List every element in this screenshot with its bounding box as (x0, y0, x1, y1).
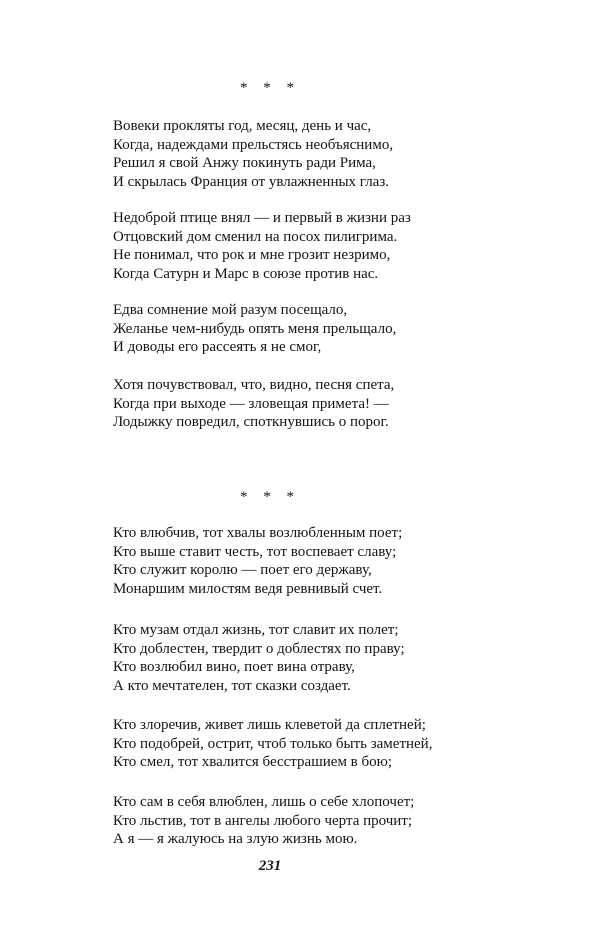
verse-line: Кто выше ставит честь, тот воспевает славу; (113, 543, 397, 560)
verse-line: Решил я свой Анжу покинуть ради Рима, (113, 155, 376, 171)
verse-line: Кто доблестен, твердит о доблестях по праву; (113, 640, 405, 657)
poem-2-stanza-2 (113, 621, 405, 695)
verse-line: Когда Сатурн и Марс в союзе против нас. (113, 265, 379, 282)
verse-line: Хотя почувствовал, что, видно, песня спета, (113, 377, 395, 393)
verse-line: А я — я жалуюсь на злую жизнь мою. (113, 831, 358, 847)
verse-line: Едва сомнение мой разум посещало, (113, 302, 348, 318)
poem-2-separator: * * * (240, 489, 300, 505)
verse-line: Кто смел, тот хвалится бесстрашием в бою; (113, 754, 393, 770)
verse-line: Желанье чем-нибудь опять меня прельщало, (113, 320, 397, 337)
poem-2-stanza-1 (113, 524, 402, 598)
poem-1-stanza-1 (113, 117, 393, 191)
verse-line: Отцовский дом сменил на посох пилигрима. (113, 228, 398, 245)
verse-line: Кто сам в себя влюблен, лишь о себе хлопочет; (113, 794, 415, 810)
poem-1-stanza-3 (113, 301, 396, 357)
verse-line: Вовеки прокляты год, месяц, день и час, (113, 118, 372, 134)
poem-1-stanza-4 (113, 376, 394, 432)
poem-2-stanza-3 (113, 716, 432, 772)
verse-line: Недоброй птице внял — и первый в жизни раз (113, 210, 411, 226)
verse-line: Кто злоречив, живет лишь клеветой да сплетней; (113, 717, 426, 733)
verse-line: Кто льстив, тот в ангелы любого черта прочит; (113, 812, 413, 829)
poem-1-stanza-2 (113, 209, 411, 283)
verse-line: Когда, надеждами прельстясь необъяснимо, (113, 136, 394, 153)
verse-line: Монаршим милостям ведя ревнивый счет. (113, 580, 383, 597)
poem-1-separator: * * * (240, 80, 300, 96)
verse-line: И скрылась Франция от увлажненных глаз. (113, 173, 390, 190)
verse-line: Кто влюбчив, тот хвалы возлюбленным поет; (113, 525, 403, 541)
page-number: 231 (258, 858, 282, 874)
verse-line: А кто мечтателен, тот сказки создает. (113, 677, 351, 694)
verse-line: Кто музам отдал жизнь, тот славит их полет; (113, 622, 399, 638)
verse-line: Не понимал, что рок и мне грозит незримо, (113, 247, 391, 263)
verse-line: Кто возлюбил вино, поет вина отраву, (113, 659, 355, 675)
verse-line: Кто подобрей, острит, чтоб только быть заметней, (113, 735, 433, 752)
poem-2-stanza-4 (113, 793, 414, 849)
verse-line: Когда при выходе — зловещая примета! — (113, 395, 389, 412)
verse-line: Лодыжку повредил, споткнувшись о порог. (113, 414, 389, 430)
verse-line: И доводы его рассеять я не смог, (113, 339, 322, 355)
verse-line: Кто служит королю — поет его державу, (113, 562, 372, 578)
